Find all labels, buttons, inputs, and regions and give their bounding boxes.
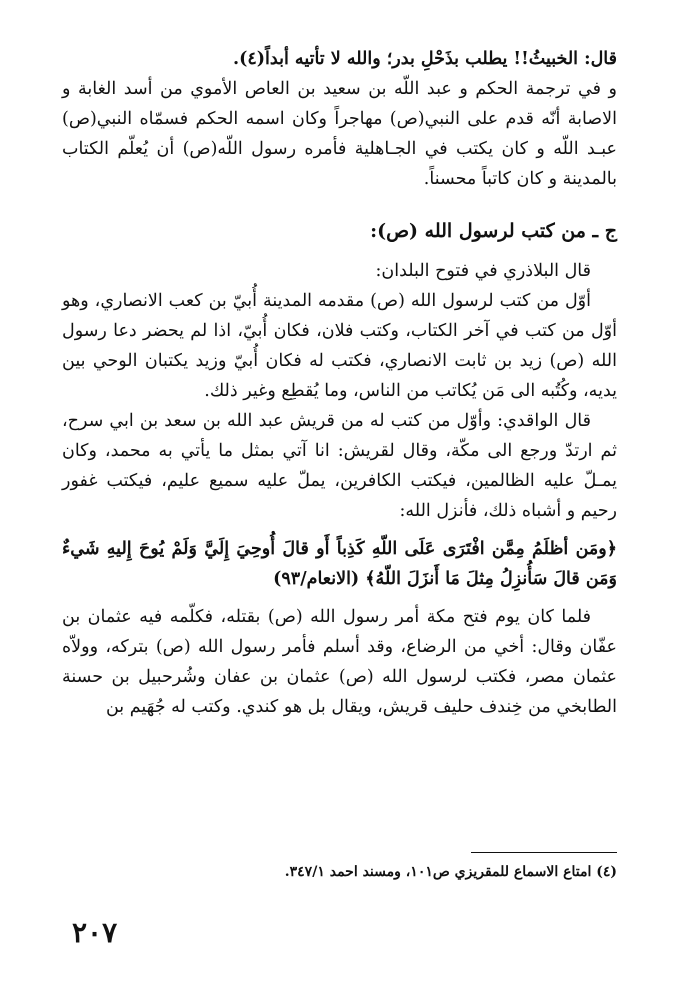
paragraph-hakam-biography: و في ترجمة الحكم و عبد اللّه بن سعيد بن العاص الأموي من أسد الغابة و الاصابة أنّه قدم على النبي(ص) مهاجراً وكان اسمه الحكم فسمّاه النبي(ص) عبـد اللّه و كان يكتب في الجـاهلية فأمره رسول اللّه(ص) أن يُعلّم الكتاب بالمدينة و كان كاتباً محسناً. <box>62 79 617 189</box>
paragraph-hadith-quote: قال: الخبيثُ!! يطلب بذَحْلِ بدر؛ والله لا تأتيه أبداً(٤). <box>233 49 617 69</box>
paragraph-first-scribes: أوّل من كتب لرسول الله (ص) مقدمه المدينة أُبيّ بن كعب الانصاري، وهو أوّل من كتب في آخر الكتاب، وكتب فلان، فكان أُبيّ، اذا لم يحضر دعا رسول الله (ص) زيد بن ثابت الانصاري، فكتب له فكان أُبيّ وزيد يكتبان الوحي بين يديه، وكُتُبه الى مَن يُكاتب من الناس، وما يُقطِع وغير ذلك. <box>62 291 617 401</box>
footnote: (٤) امتاع الاسماع للمقريزي ص١٠١، ومسند احمد ٣٤٧/١. <box>284 864 617 880</box>
paragraph-baladhuri-intro: قال البلاذري في فتوح البلدان: <box>375 261 591 281</box>
page-number: ٢٠٧ <box>72 916 118 949</box>
paragraph-conquest-of-mecca: فلما كان يوم فتح مكة أمر رسول الله (ص) بقتله، فكلّمه فيه عثمان بن عفّان وقال: أخي من الرضاع، وقد أسلم فأمر رسول الله (ص) بتركه، وولاّه عثمان مصر، فكتب لرسول الله (ص) عثمان بن عفان وشُرحبيل بن حسنة الطابخي من خِندف حليف قريش، ويقال بل هو كندي. وكتب له جُهَيم بن <box>62 607 617 717</box>
section-heading: ج ـ من كتب لرسول الله (ص): <box>370 220 617 242</box>
body-text <box>62 44 617 722</box>
paragraph-waqidi: قال الواقدي: وأوّل من كتب له من قريش عبد الله بن سعد بن ابي سرح، ثم ارتدّ ورجع الى مكّة، وقال لقريش: انا آتي بمثل ما يأتي به محمد، وكان يمـلّ عليه الظالمين، فيكتب الكافرين، يملّ عليه سميع عليم، فيكتب غفور رحيم و أشباه ذلك، فأنزل الله: <box>62 411 617 521</box>
footnote-divider <box>471 852 617 853</box>
quran-verse: ﴿ومَن أظلَمُ مِمَّن افْتَرَى عَلَى اللّهِ كَذِباً أَو قالَ أُوحِيَ إِلَيَّ وَلَمْ يُوحَ إِليهِ شَيءٌ وَمَن قالَ سَأُنزِلُ مِثلَ مَا أَنزَلَ اللّهُ﴾ (الانعام/٩٣) <box>62 539 617 589</box>
